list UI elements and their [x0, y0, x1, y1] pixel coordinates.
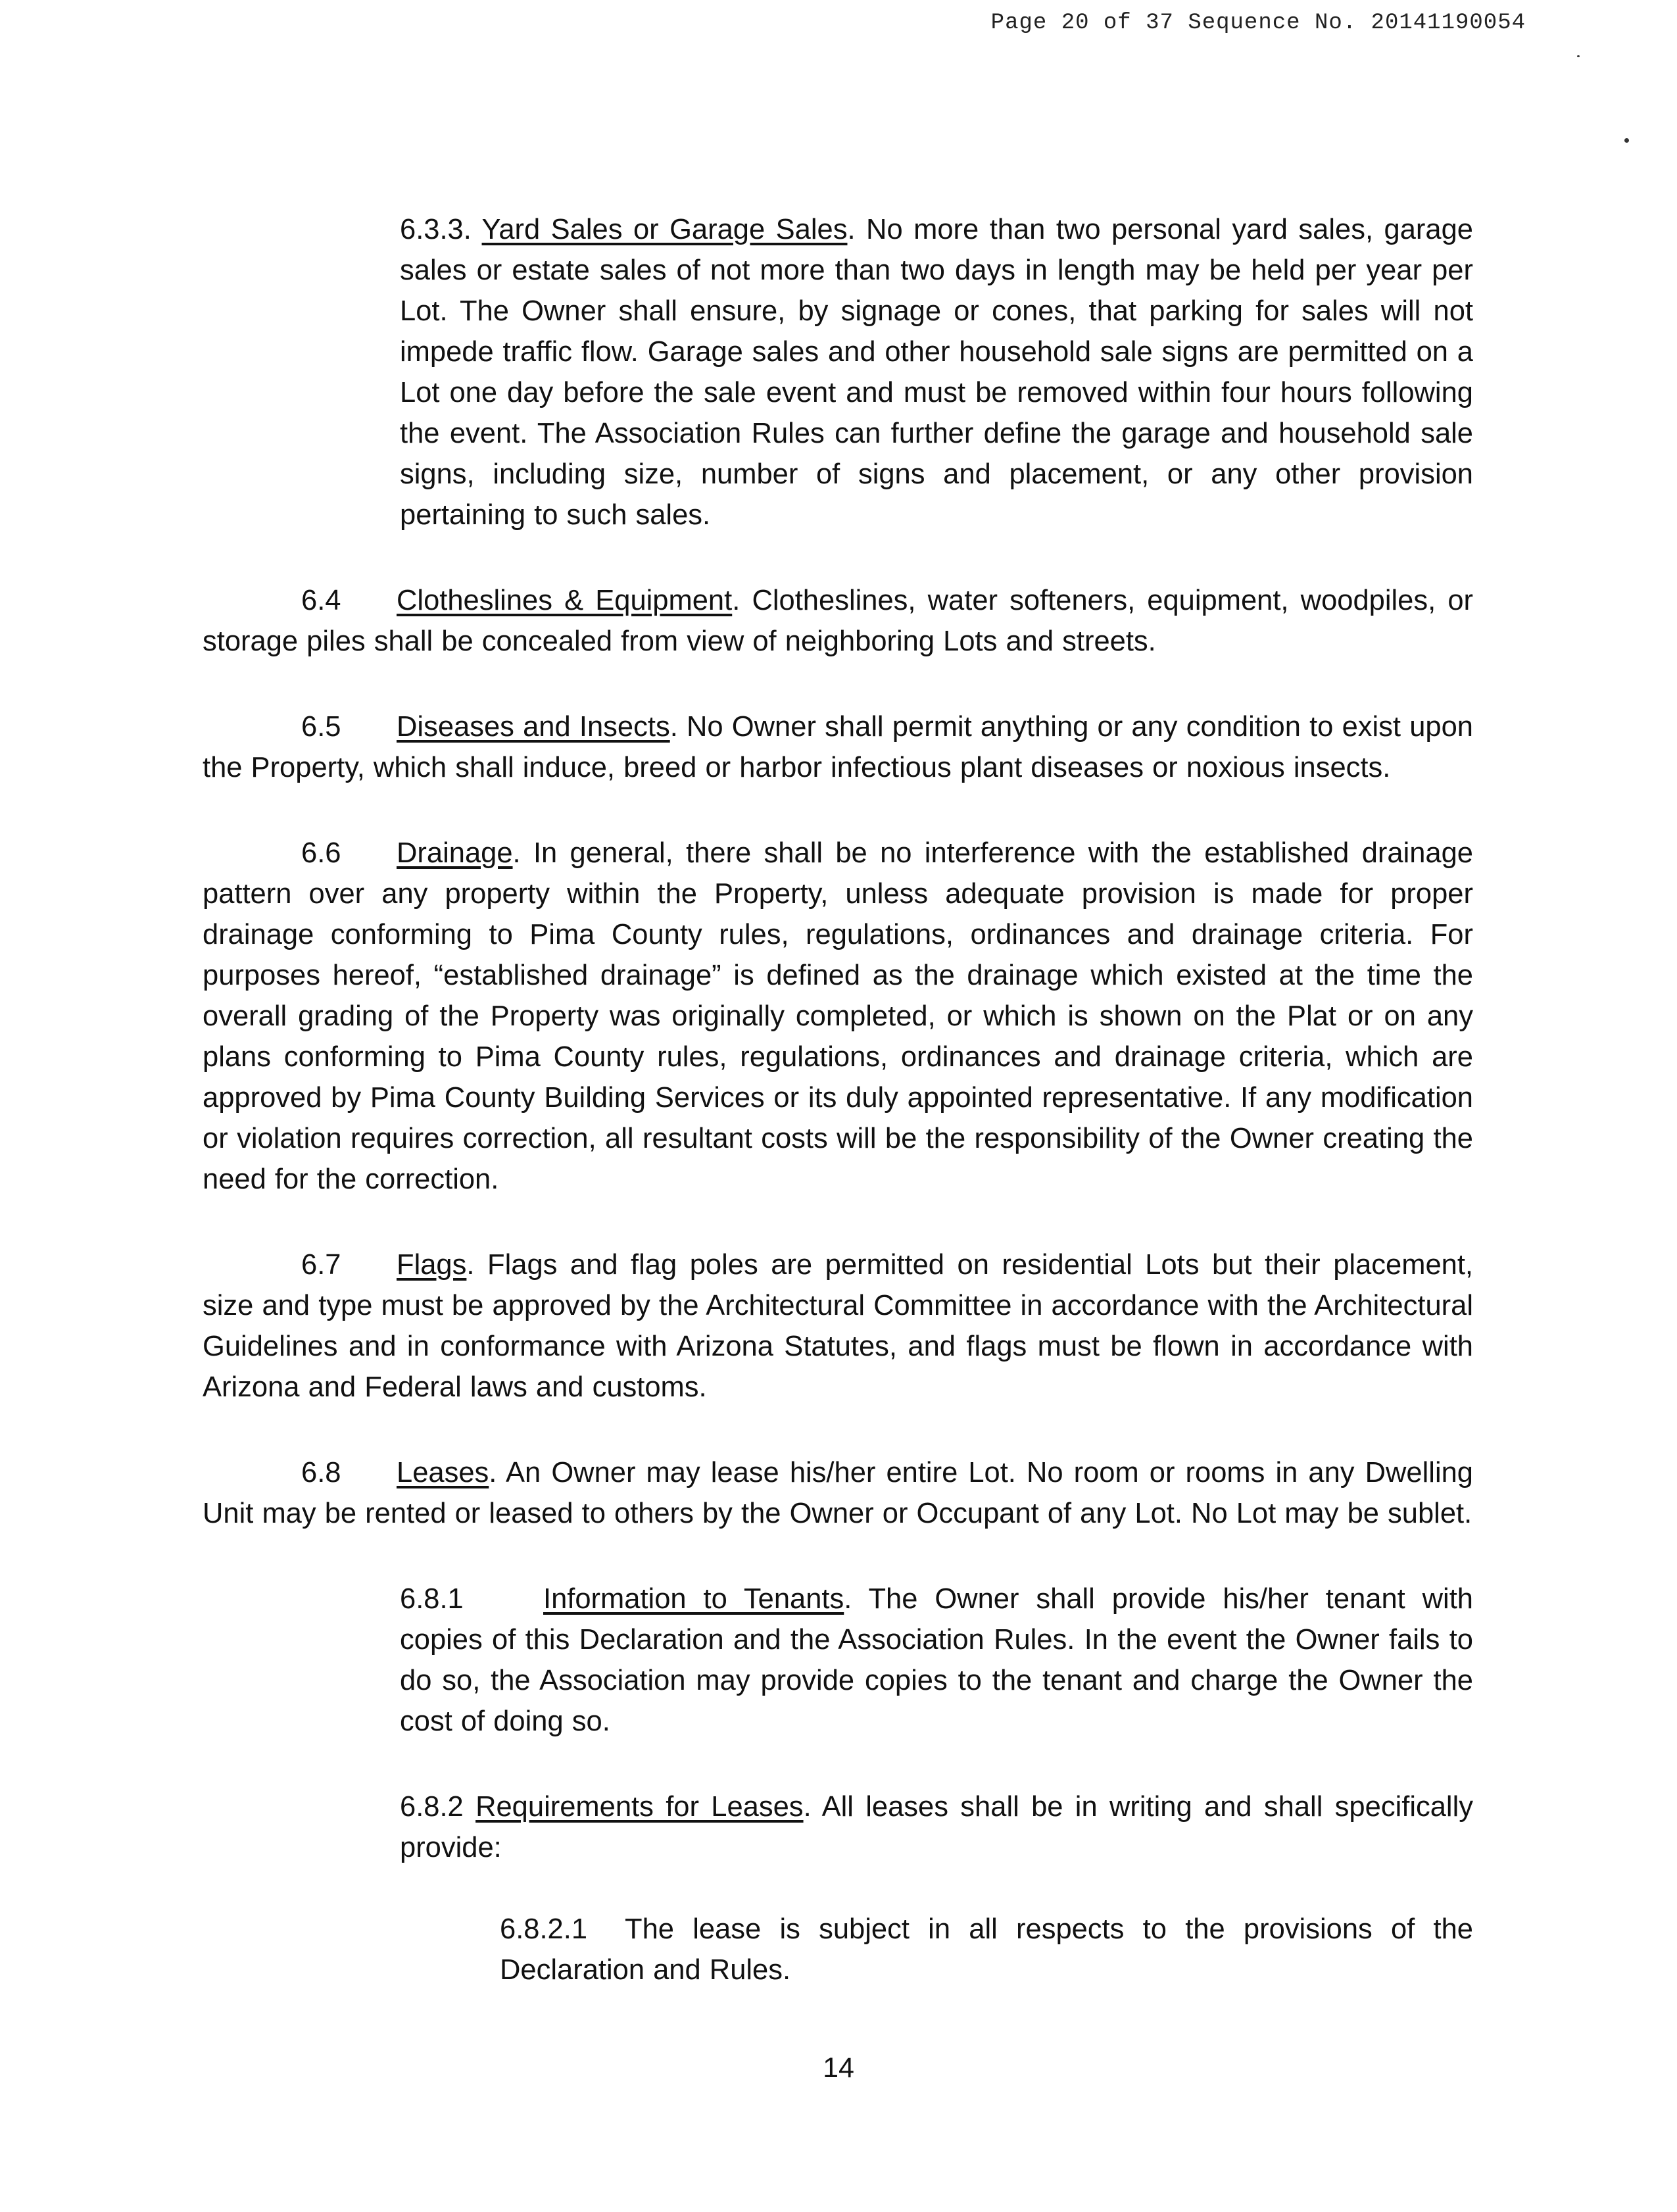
- section-title: Diseases and Insects: [397, 711, 670, 743]
- section-text: The lease is subject in all respects to the provisions of the Declaration and Rules.: [500, 1913, 1473, 1986]
- section-number: 6.5: [301, 711, 341, 743]
- section-number: 6.8: [301, 1457, 341, 1488]
- section-text: In general, there shall be no interference with the established drainage pattern over any property within the Property, unless adequate provision is made for proper drainage conforming to Pima County rules, regulations, ordinances and drainage criteria. For purposes hereof, “established drainage” is defined as the drainage which existed at the time the overall grading of the Property was originally completed, or which is shown on the Plat or on any plans conforming to Pima County rules, regulations, ordinances and drainage criteria, which are approved by Pima County Building Services or its duly appointed representative. If any modification or violation requires correction, all resultant costs will be the responsibility of the Owner creating the need for the correction.: [203, 837, 1474, 1195]
- section-6-8-2: 6.8.2 Requirements for Leases. All leases shall be in writing and shall specifically provide:: [400, 1791, 1474, 1863]
- section-text: The Owner shall provide his/her tenant with copies of this Declaration and the Association Rules. In the event the Owner fails to do so, the Association may provide copies to the tenant and charge the Owner the cost of doing so.: [400, 1583, 1473, 1737]
- document-body: [203, 209, 1473, 1990]
- section-6-6: 6.6 Drainage. In general, there shall be no interference with the established drainage pattern over any property within the Property, unless adequate provision is made for proper drainage conforming to Pima County rules, regulations, ordinances and drainage criteria. For purposes hereof, “established drainage” is defined as the drainage which existed at the time the overall grading of the Property was originally completed, or which is shown on the Plat or on any plans conforming to Pima County rules, regulations, ordinances and drainage criteria, which are approved by Pima County Building Services or its duly appointed representative. If any modification or violation requires correction, all resultant costs will be the responsibility of the Owner creating the need for the correction.: [203, 833, 1473, 1200]
- section-number: 6.7: [301, 1249, 341, 1281]
- page-number: 14: [823, 2052, 854, 2084]
- section-text: No more than two personal yard sales, garage sales or estate sales of not more than two days in length may be held per year per Lot. The Owner shall ensure, by signage or cones, that parking for sales will not impede traffic flow. Garage sales and other household sale signs are permitted on a Lot one day before the sale event and must be removed within four hours following the event. The Association Rules can further define the garage and household sale signs, including size, number of signs and placement, or any other provision pertaining to such sales.: [400, 214, 1473, 531]
- scan-speck: [1577, 55, 1580, 57]
- section-number: 6.4: [301, 585, 341, 616]
- section-text: Flags and flag poles are permitted on residential Lots but their placement, size and type must be approved by the Architectural Committee in accordance with the Architectural Guidelines and in conformance with Arizona Statutes, and flags must be flown in accordance with Arizona and Federal laws and customs.: [203, 1249, 1474, 1403]
- section-title: Clotheslines & Equipment: [397, 585, 733, 616]
- section-6-7: 6.7 Flags. Flags and flag poles are permitted on residential Lots but their placement, size and type must be approved by the Architectural Committee in accordance with the Architectural Guidelines and in conformance with Arizona Statutes, and flags must be flown in accordance with Arizona and Federal laws and customs.: [203, 1244, 1473, 1408]
- section-title: Flags: [397, 1249, 467, 1281]
- section-6-3-3: 6.3.3. Yard Sales or Garage Sales. No more than two personal yard sales, garage sales or estate sales of not more than two days in length may be held per year per Lot. The Owner shall ensure, by signage or cones, that parking for sales will not impede traffic flow. Garage sales and other household sale signs are permitted on a Lot one day before the sale event and must be removed within four hours following the event. The Association Rules can further define the garage and household sale signs, including size, number of signs and placement, or any other provision pertaining to such sales.: [400, 214, 1473, 531]
- section-title: Yard Sales or Garage Sales: [481, 214, 848, 245]
- section-number: 6.6: [301, 837, 341, 869]
- page-header: Page 20 of 37 Sequence No. 20141190054: [990, 11, 1526, 36]
- section-title: Information to Tenants: [543, 1583, 844, 1615]
- section-number: 6.3.3.: [400, 214, 472, 245]
- section-number: 6.8.1: [400, 1583, 464, 1615]
- section-title: Leases: [397, 1457, 489, 1488]
- section-title: Drainage: [397, 837, 513, 869]
- section-6-8: 6.8 Leases. An Owner may lease his/her entire Lot. No room or rooms in any Dwelling Unit may be rented or leased to others by the Owner or Occupant of any Lot. No Lot may be sublet.: [203, 1452, 1473, 1534]
- section-text: An Owner may lease his/her entire Lot. No room or rooms in any Dwelling Unit may be rented or leased to others by the Owner or Occupant of any Lot. No Lot may be sublet.: [203, 1457, 1474, 1529]
- section-number: 6.8.2.1: [500, 1913, 588, 1945]
- section-number: 6.8.2: [400, 1791, 464, 1823]
- section-text: Clotheslines, water softeners, equipment, woodpiles, or storage piles shall be concealed from view of neighboring Lots and streets.: [203, 585, 1474, 657]
- section-6-8-2-1: [500, 1909, 1473, 1990]
- section-6-8-1: 6.8.1 Information to Tenants. The Owner shall provide his/her tenant with copies of this Declaration and the Association Rules. In the event the Owner fails to do so, the Association may provide copies to the tenant and charge the Owner the cost of doing so.: [400, 1579, 1473, 1742]
- section-6-4: 6.4 Clotheslines & Equipment. Clotheslines, water softeners, equipment, woodpiles, or storage piles shall be concealed from view of neighboring Lots and streets.: [203, 580, 1473, 662]
- scan-speck: [1624, 138, 1629, 143]
- section-title: Requirements for Leases: [475, 1791, 804, 1823]
- section-text: All leases shall be in writing and shall specifically provide:: [400, 1791, 1474, 1863]
- section-6-5: 6.5 Diseases and Insects. No Owner shall permit anything or any condition to exist upon the Property, which shall induce, breed or harbor infectious plant diseases or noxious insects.: [203, 706, 1473, 788]
- section-text: No Owner shall permit anything or any condition to exist upon the Property, which shall induce, breed or harbor infectious plant diseases or noxious insects.: [203, 711, 1473, 783]
